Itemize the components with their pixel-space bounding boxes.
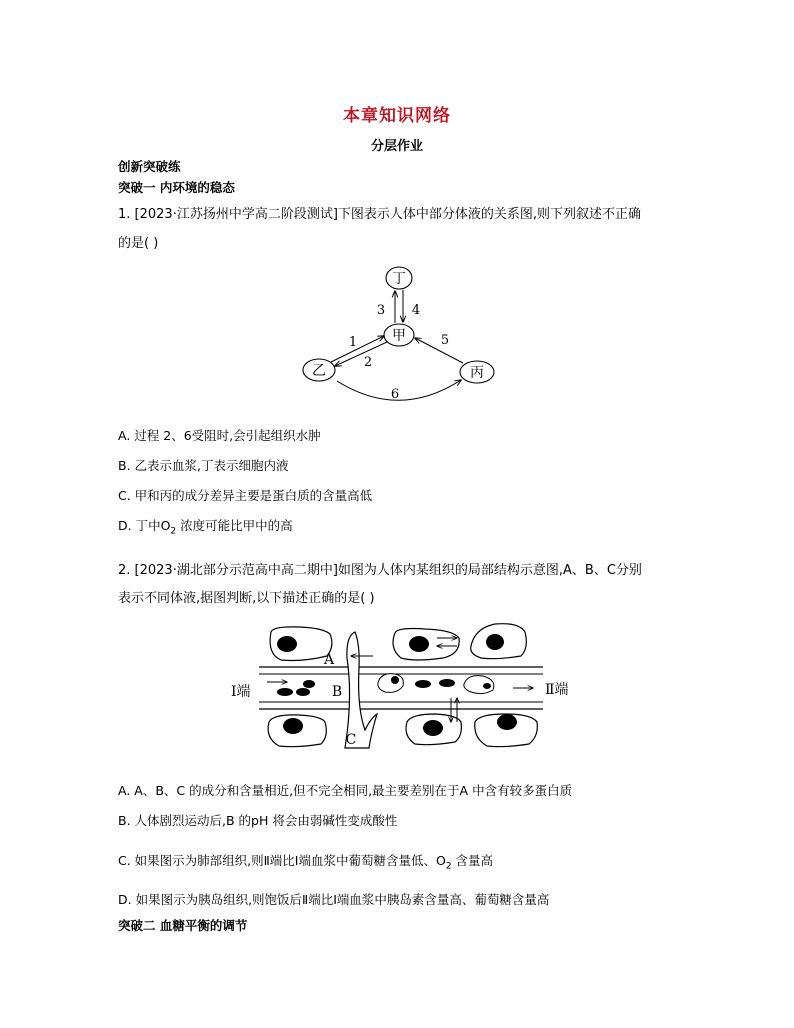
page-title: 本章知识网络 — [343, 106, 451, 126]
q1-option-d-sub: 2 — [170, 526, 177, 537]
section-innovation: 创新突破练 — [118, 159, 181, 174]
q2-option-c-text: C. 如果图示为肺部组织,则Ⅱ端比Ⅰ端血浆中葡萄糖含量低、O — [118, 853, 446, 868]
nucleus — [497, 714, 517, 730]
nucleus — [409, 636, 429, 652]
nucleus — [277, 636, 297, 652]
blood-cell — [439, 679, 455, 687]
node-yi-label: 乙 — [312, 363, 326, 379]
arrow-label-4: 4 — [411, 303, 421, 318]
blood-cell — [303, 680, 315, 688]
q2-option-a[interactable]: A. A、B、C 的成分和含量相近,但不完全相同,最主要差别在于A 中含有较多蛋白质 — [118, 783, 573, 798]
arrow-label-5: 5 — [440, 333, 450, 348]
nucleus — [423, 720, 443, 736]
arrow-label-6: 6 — [390, 387, 400, 402]
lymphatic-vessel — [345, 632, 377, 748]
nucleus — [483, 683, 491, 689]
q1-stem-line1: 1. [2023·江苏扬州中学高二阶段测试]下图表示人体中部分体液的关系图,则下列叙述不正确 — [118, 207, 642, 222]
q1-option-a[interactable]: A. 过程 2、6受阻时,会引起组织水肿 — [118, 428, 321, 443]
nucleus — [486, 634, 504, 650]
nucleus — [283, 718, 303, 734]
label-end-2: Ⅱ端 — [545, 682, 569, 698]
q1-fluid-relation-diagram — [295, 262, 505, 410]
q2-stem-line2: 表示不同体液,据图判断,以下描述正确的是( ) — [118, 591, 375, 606]
arrow-1 — [331, 336, 384, 362]
node-ding-label: 丁 — [392, 271, 406, 287]
arrow-label-2: 2 — [363, 355, 373, 370]
q2-option-c-sub: 2 — [445, 861, 452, 872]
node-jia-label: 甲 — [392, 328, 406, 344]
blood-cell — [415, 680, 431, 688]
page-subtitle: 分层作业 — [370, 139, 423, 154]
q1-stem-line2: 的是( ) — [118, 236, 159, 251]
label-end-1: Ⅰ端 — [231, 684, 251, 700]
q2-option-b[interactable]: B. 人体剧烈运动后,B 的pH 将会由弱碱性变成酸性 — [118, 813, 398, 828]
node-bing-label: 丙 — [470, 365, 484, 381]
section-heading-1: 突破一 内环境的稳态 — [118, 180, 235, 195]
q1-option-d[interactable] — [118, 516, 293, 537]
nucleus — [391, 676, 399, 684]
arrow-2 — [335, 342, 387, 366]
label-c: C — [345, 732, 357, 748]
arrow-5 — [415, 338, 463, 363]
q2-stem-line1: 2. [2023·湖北部分示范高中高二期中]如图为人体内某组织的局部结构示意图,A、B、C分别 — [118, 563, 642, 578]
q2-tissue-structure-diagram — [225, 618, 585, 758]
q2-option-d[interactable]: D. 如果图示为胰岛组织,则饱饭后Ⅱ端比Ⅰ端血浆中胰岛素含量高、葡萄糖含量高 — [118, 892, 550, 907]
blood-cell — [277, 688, 293, 696]
label-b: B — [331, 684, 343, 700]
q1-option-d-text-end: 浓度可能比甲中的高 — [176, 518, 293, 533]
label-a: A — [323, 652, 335, 668]
q1-option-d-text: D. 丁中O — [118, 518, 171, 533]
blood-cell — [296, 688, 310, 696]
arrow-label-3: 3 — [376, 303, 386, 318]
q2-option-c[interactable] — [118, 851, 493, 872]
q1-option-b[interactable]: B. 乙表示血浆,丁表示细胞内液 — [118, 458, 289, 473]
q2-option-c-text-end: 含量高 — [451, 853, 494, 868]
q1-option-c[interactable]: C. 甲和丙的成分差异主要是蛋白质的含量高低 — [118, 488, 373, 503]
red-blood-cell — [378, 674, 403, 693]
arrow-label-1: 1 — [348, 335, 358, 350]
section-heading-2: 突破二 血糖平衡的调节 — [118, 918, 248, 933]
